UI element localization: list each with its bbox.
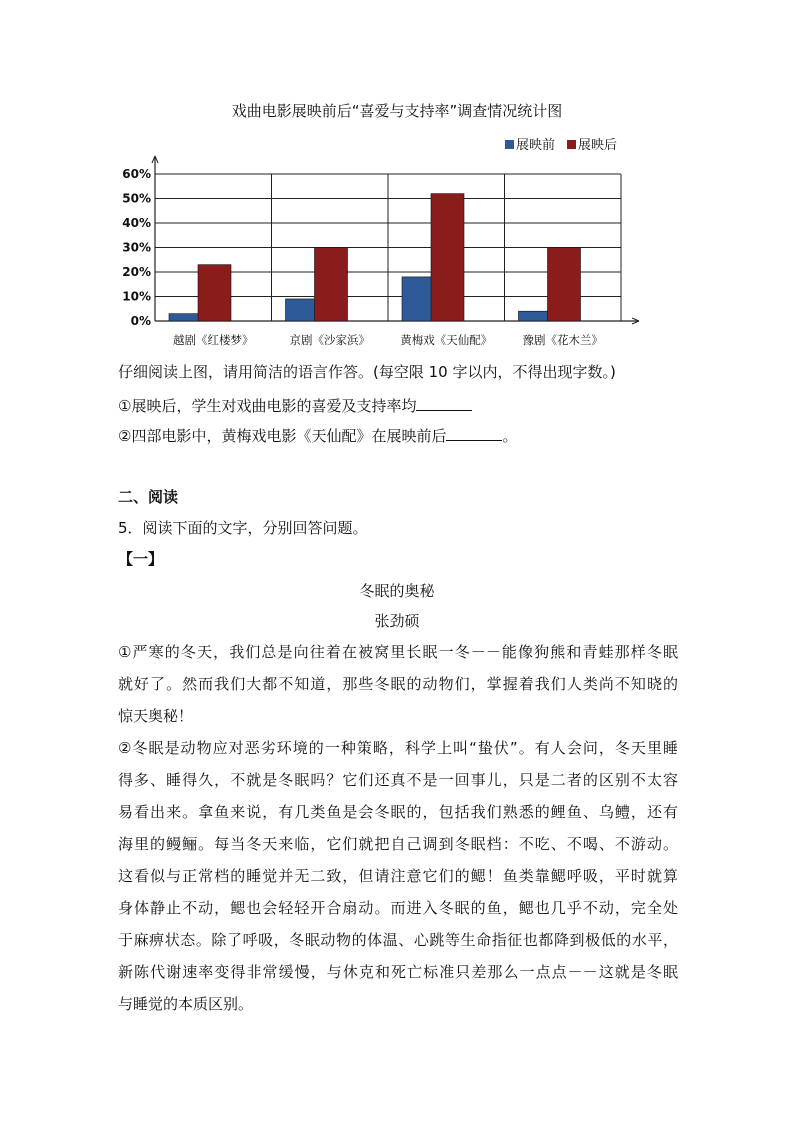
article-author: 张劲硕 [374, 612, 420, 630]
legend-swatch [567, 140, 576, 149]
section-task: 5．阅读下面的文字，分别回答问题。 [118, 519, 368, 537]
article-title: 冬眠的奥秘 [359, 582, 435, 600]
article-line: ①严寒的冬天，我们总是向往着在被窝里长眠一冬－－能像狗熊和青蛙那样冬眠 [118, 643, 678, 661]
bar-before [402, 277, 435, 321]
article-line: 新陈代谢速率变得非常缓慢，与休克和死亡标准只差那么一点点－－这就是冬眠 [118, 963, 678, 981]
article-line: 易看出来。拿鱼来说，有几类鱼是会冬眠的，包括我们熟悉的鲤鱼、乌鳢，还有 [118, 803, 678, 821]
y-tick-label: 0% [130, 314, 151, 328]
y-tick-label: 40% [122, 216, 151, 230]
bar-before [286, 299, 319, 321]
article-line: 这看似与正常档的睡觉并无二致，但请注意它们的鳃！鱼类靠鳃呼吸，平时就算 [118, 867, 678, 885]
y-tick-label: 20% [122, 265, 151, 279]
legend-label: 展映后 [578, 138, 618, 153]
category-label: 豫剧《花木兰》 [522, 333, 603, 347]
y-tick-label: 30% [122, 240, 151, 255]
y-tick-label: 60% [122, 167, 151, 181]
question-1 [118, 396, 472, 416]
question-2 [118, 426, 517, 446]
article-line: 海里的鳗鲡。每当冬天来临，它们就把自己调到冬眠档：不吃、不喝、不游动。 [118, 835, 678, 853]
article-line: 得多、睡得久，不就是冬眠吗？它们还真不是一回事儿，只是二者的区别不太容 [118, 771, 678, 789]
y-tick-label: 50% [122, 191, 151, 206]
part-label: 【一】 [118, 550, 164, 568]
question-2-end: 。 [502, 427, 518, 445]
y-tick-label: 10% [122, 289, 151, 304]
question-1-text: ①展映后，学生对戏曲电影的喜爱及支持率均 [118, 397, 417, 415]
bar-chart-svg [110, 130, 670, 355]
bar-before [519, 311, 552, 321]
article-line: 就好了。然而我们大都不知道，那些冬眠的动物们，掌握着我们人类尚不知晓的 [118, 675, 678, 693]
bar-after [548, 248, 581, 322]
bar-after [431, 194, 464, 321]
category-label: 黄梅戏《天仙配》 [400, 333, 493, 347]
article-line: 身体静止不动，鳃也会轻轻开合扇动。而进入冬眠的鱼，鳃也几乎不动，完全处 [118, 899, 678, 917]
answer-blank-2[interactable] [446, 426, 502, 441]
category-label: 越剧《红楼梦》 [173, 333, 254, 347]
bar-chart [110, 130, 670, 355]
question-2-text: ②四部电影中，黄梅戏电影《天仙配》在展映前后 [118, 427, 447, 445]
category-label: 京剧《沙家浜》 [289, 333, 370, 347]
article-line: ②冬眠是动物应对恶劣环境的一种策略，科学上叫“蛰伏”。有人会问，冬天里睡 [118, 739, 678, 757]
article-line: 与睡觉的本质区别。 [118, 995, 254, 1013]
legend-swatch [505, 140, 514, 149]
section-heading: 二、阅读 [118, 488, 179, 506]
article-line: 惊天奥秘！ [118, 707, 194, 725]
answer-blank-1[interactable] [416, 396, 472, 411]
legend-label: 展映前 [516, 138, 556, 153]
bar-before [169, 314, 202, 321]
bar-after [315, 248, 348, 322]
chart-title: 戏曲电影展映前后“喜爱与支持率”调查情况统计图 [231, 102, 563, 120]
bar-after [198, 265, 231, 321]
question-intro: 仔细阅读上图，请用简洁的语言作答。(每空限 10 字以内，不得出现字数。) [118, 363, 616, 381]
article-line: 于麻痹状态。除了呼吸，冬眠动物的体温、心跳等生命指征也都降到极低的水平， [118, 931, 678, 949]
